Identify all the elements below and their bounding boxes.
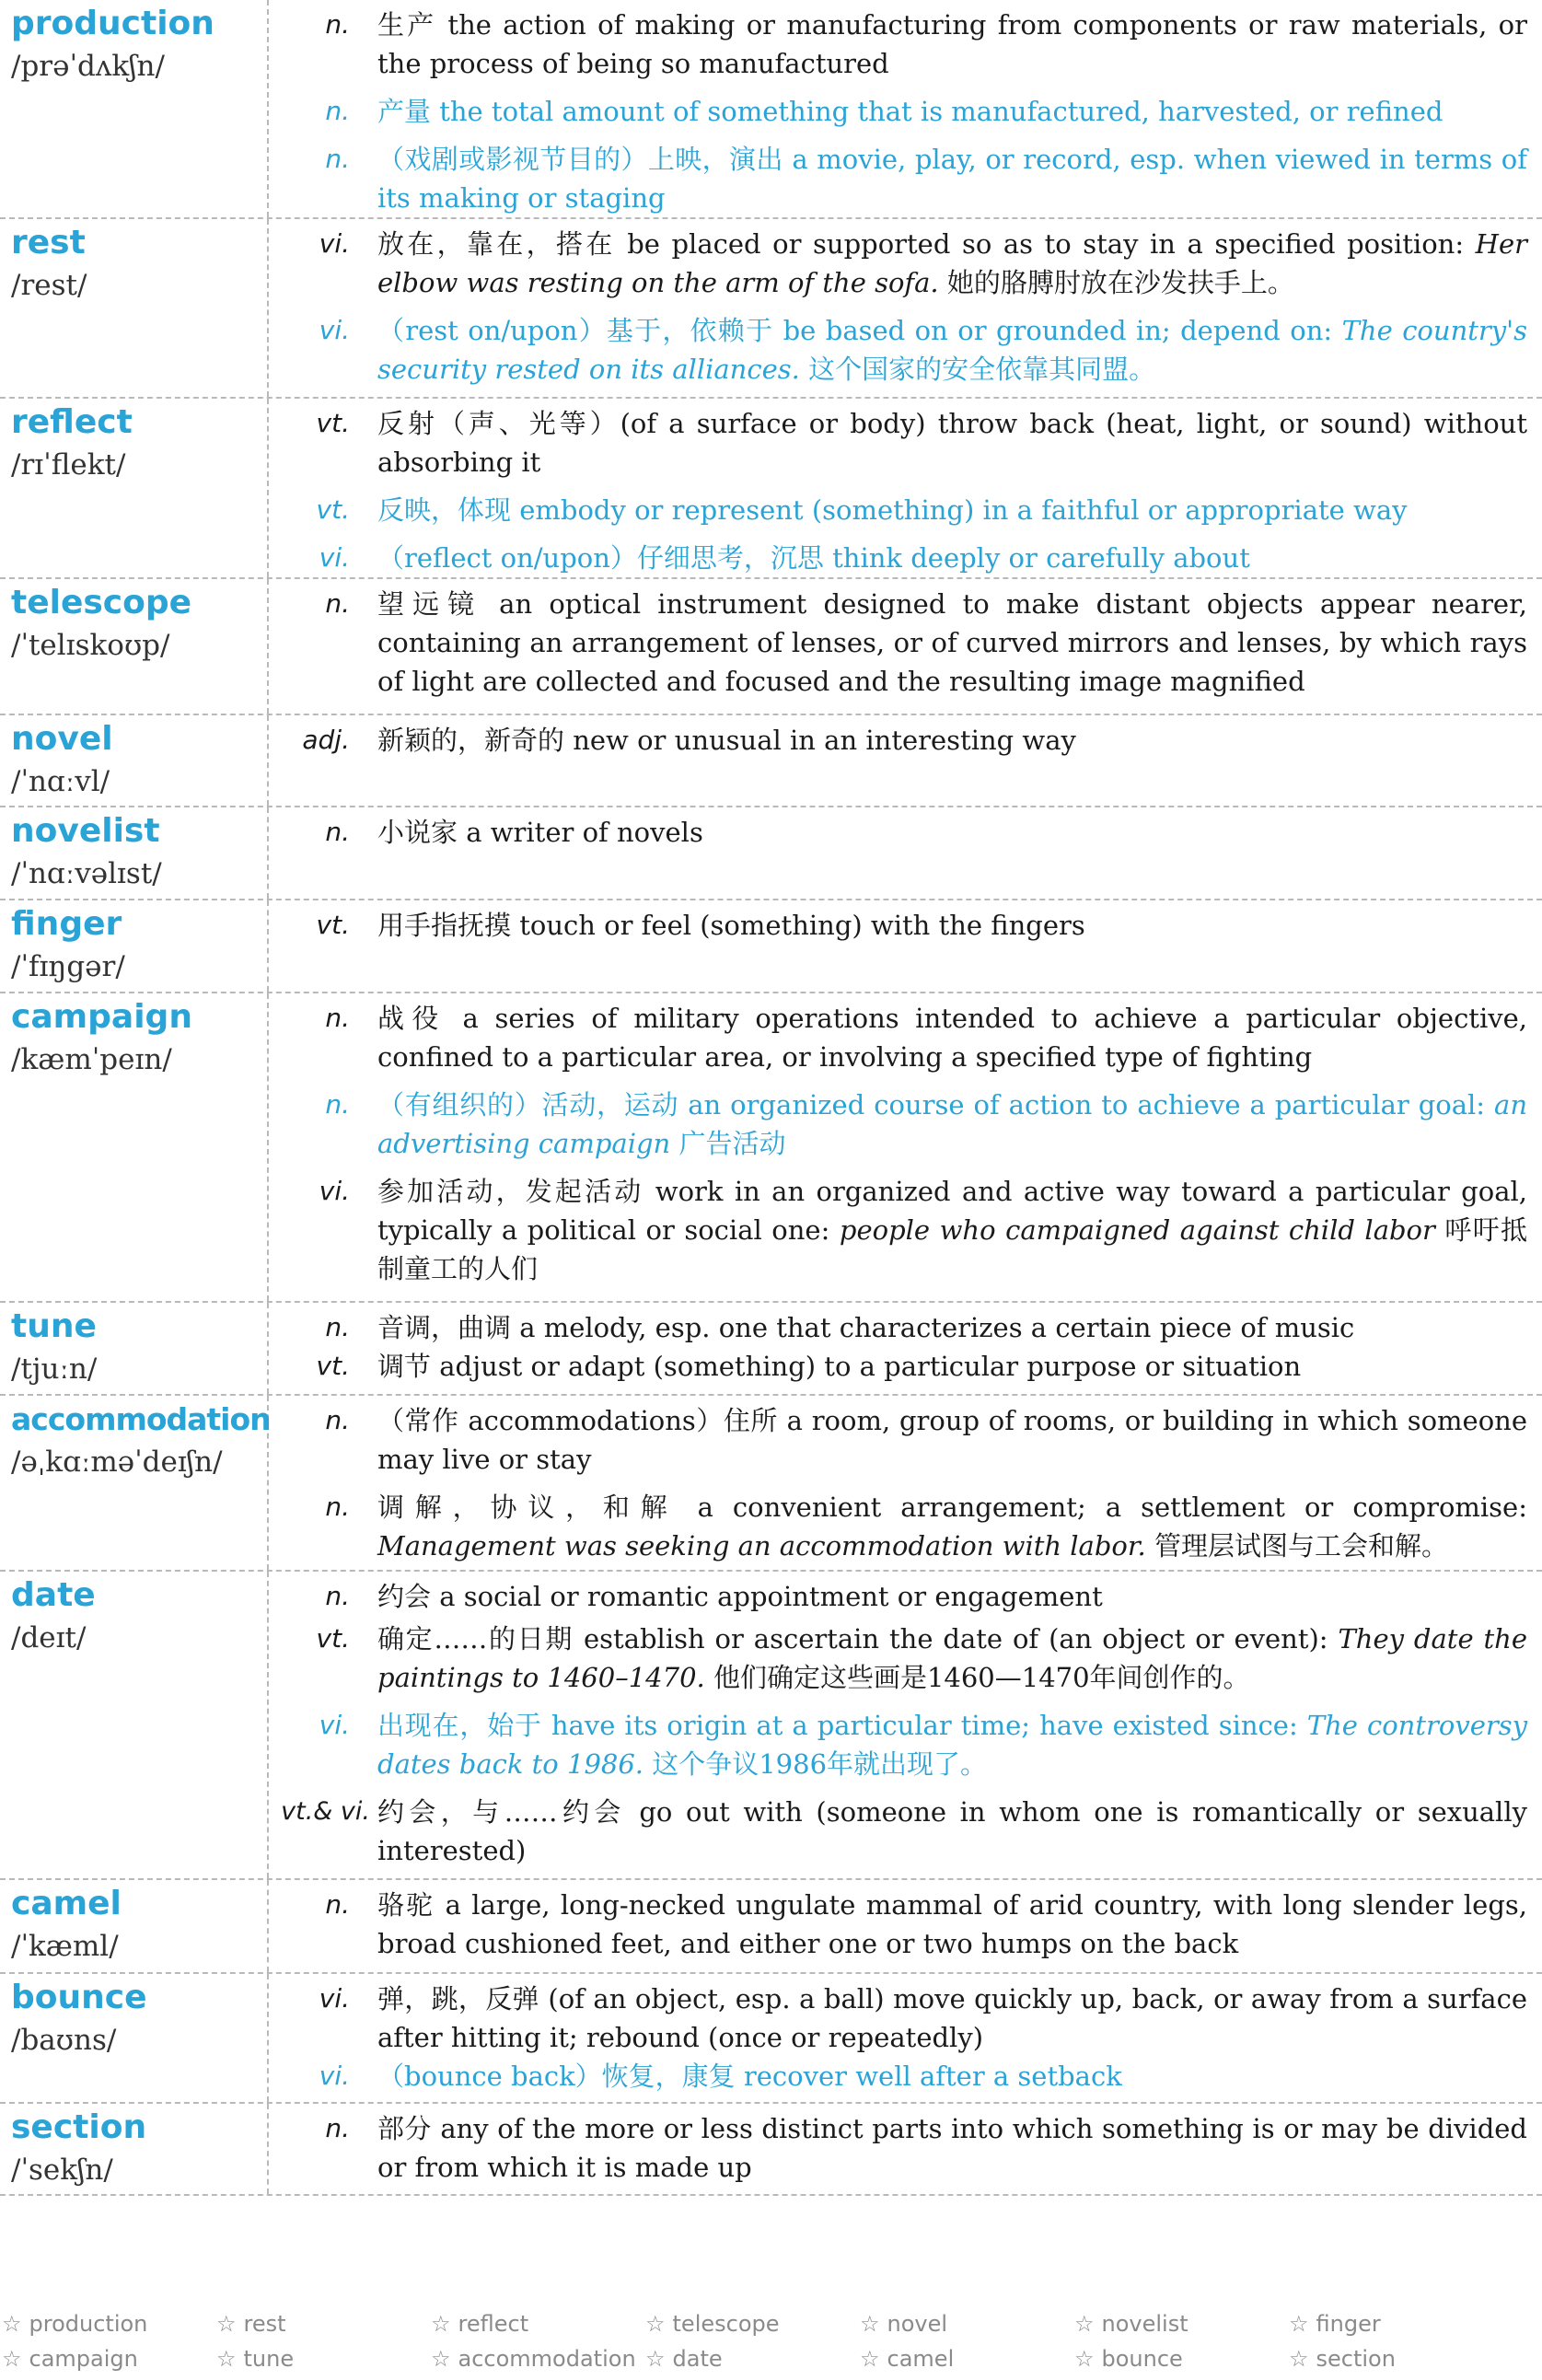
entry-campaign — [0, 993, 1542, 1303]
headword: campaign — [11, 998, 192, 1036]
entry-novelist — [0, 807, 1542, 900]
example-sentence: The country's security rested on its alliances. — [377, 315, 1528, 385]
part-of-speech: n. — [325, 1312, 350, 1342]
definition — [377, 6, 1527, 83]
headword-column — [0, 219, 269, 397]
definition-text: 生产 the action of making or manufacturing from components or raw materials, or the process of being so manufactured — [377, 9, 1527, 79]
checklist-item[interactable] — [429, 2306, 643, 2341]
definition — [377, 1793, 1527, 1870]
headword: production — [11, 5, 214, 42]
definitions — [269, 579, 1542, 714]
sense — [269, 999, 1527, 1076]
checklist-item[interactable] — [1072, 2341, 1287, 2376]
example-translation: 管理层试图与工会和解。 — [1154, 1530, 1448, 1562]
part-of-speech: n. — [325, 1405, 350, 1435]
checklist-row — [0, 2306, 1542, 2341]
phonetic: /baʊns/ — [11, 2024, 117, 2057]
part-of-speech: vi. — [319, 542, 350, 573]
sense — [269, 1979, 1527, 2057]
phonetic: /deɪt/ — [11, 1621, 87, 1654]
definition — [377, 1620, 1527, 1697]
checklist-item[interactable] — [858, 2341, 1072, 2376]
definition — [377, 1086, 1527, 1163]
sense — [269, 1347, 1527, 1386]
part-of-speech: vi. — [319, 315, 350, 345]
checklist-word: novel — [887, 2311, 948, 2337]
sense — [269, 539, 1527, 577]
sense — [269, 1086, 1527, 1163]
definition — [377, 999, 1527, 1076]
checklist-item[interactable] — [643, 2306, 858, 2341]
example-sentence: Her elbow was resting on the arm of the sofa. — [377, 228, 1527, 298]
definition — [377, 1347, 1527, 1386]
checklist-item[interactable] — [643, 2341, 858, 2376]
definition — [377, 906, 1527, 945]
definition — [377, 813, 1527, 852]
definition-text: 约会 a social or romantic appointment or engagement — [377, 1581, 1103, 1612]
checklist-word: accommodation — [458, 2346, 636, 2372]
star-icon: ☆ — [431, 2346, 451, 2372]
definition — [377, 539, 1527, 577]
headword: reflect — [11, 403, 133, 441]
sense — [269, 906, 1527, 945]
part-of-speech: n. — [325, 2113, 350, 2143]
entry-tune — [0, 1303, 1542, 1396]
part-of-speech: vi. — [319, 228, 350, 259]
sense — [269, 1706, 1527, 1783]
example-translation: 这个争议1986年就出现了。 — [652, 1748, 988, 1780]
example-sentence: an advertising campaign — [377, 1089, 1527, 1159]
sense — [269, 585, 1527, 701]
definition-text: （bounce back）恢复，康复 recover well after a setback — [377, 2061, 1122, 2092]
star-icon: ☆ — [2, 2311, 22, 2337]
definition — [377, 311, 1527, 389]
checklist-item[interactable] — [214, 2306, 429, 2341]
checklist-item[interactable] — [0, 2341, 214, 2376]
definition-text: 新颖的，新奇的 new or unusual in an interesting way — [377, 725, 1076, 756]
star-icon: ☆ — [431, 2311, 451, 2337]
example-sentence: people who campaigned against child labor — [839, 1214, 1435, 1246]
definition-text: 音调，曲调 a melody, esp. one that characterizes a certain piece of music — [377, 1312, 1355, 1343]
definition — [377, 1172, 1527, 1288]
phonetic: /ˈsekʃn/ — [11, 2154, 113, 2187]
headword-column — [0, 2104, 269, 2194]
definitions — [269, 0, 1542, 217]
definition — [377, 1401, 1527, 1479]
sense — [269, 311, 1527, 389]
checklist-item[interactable] — [0, 2306, 214, 2341]
sense — [269, 1577, 1527, 1616]
headword-column — [0, 0, 269, 217]
definition — [377, 491, 1527, 529]
definitions — [269, 807, 1542, 899]
part-of-speech: n. — [325, 144, 350, 174]
part-of-speech: vt. — [316, 408, 350, 438]
headword-column — [0, 399, 269, 577]
entry-accommodation — [0, 1396, 1542, 1572]
definitions — [269, 2104, 1542, 2194]
definition-text: （有组织的）活动，运动 an organized course of action to achieve a particular goal: — [377, 1089, 1486, 1120]
star-icon: ☆ — [216, 2346, 237, 2372]
checklist-item[interactable] — [429, 2341, 643, 2376]
definition — [377, 140, 1527, 217]
definition-text: 反射（声、光等）(of a surface or body) throw back (heat, light, or sound) without absorbing it — [377, 408, 1527, 478]
definitions — [269, 1396, 1542, 1570]
phonetic: /ˈkæml/ — [11, 1930, 119, 1963]
star-icon: ☆ — [860, 2346, 880, 2372]
checklist-word: section — [1316, 2346, 1396, 2372]
definition — [377, 1886, 1527, 1963]
part-of-speech: vt. — [316, 494, 350, 525]
entry-section — [0, 2104, 1542, 2196]
checklist-word: campaign — [29, 2346, 138, 2372]
headword: telescope — [11, 584, 192, 621]
checklist-word: production — [29, 2311, 148, 2337]
star-icon: ☆ — [1289, 2346, 1309, 2372]
entry-date — [0, 1572, 1542, 1880]
headword: finger — [11, 905, 122, 943]
checklist-word: telescope — [672, 2311, 780, 2337]
definition-text: 用手指抚摸 touch or feel (something) with the fingers — [377, 910, 1085, 941]
entry-rest — [0, 219, 1542, 399]
star-icon: ☆ — [1074, 2311, 1095, 2337]
star-icon: ☆ — [645, 2311, 666, 2337]
definition-text: 调节 adjust or adapt (something) to a particular purpose or situation — [377, 1351, 1302, 1382]
definition-text: 小说家 a writer of novels — [377, 817, 703, 848]
headword: novel — [11, 720, 113, 758]
definition — [377, 721, 1527, 760]
checklist-word: novelist — [1101, 2311, 1188, 2337]
definition-text: 反映，体现 embody or represent (something) in a faithful or appropriate way — [377, 494, 1408, 526]
checklist-item[interactable] — [214, 2341, 429, 2376]
definition-text: 参加活动，发起活动 work in an organized and active way toward a particular goal, typically a political or social one: — [377, 1176, 1527, 1246]
phonetic: /ˈtelɪskoʊp/ — [11, 629, 170, 662]
example-sentence: Management was seeking an accommodation with labor. — [377, 1530, 1146, 1562]
sense — [269, 6, 1527, 83]
definition-text: 放在，靠在，搭在 be placed or supported so as to stay in a specified position: — [377, 228, 1465, 260]
sense — [269, 140, 1527, 217]
headword-column — [0, 993, 269, 1301]
checklist-word: finger — [1316, 2311, 1381, 2337]
entry-novel — [0, 715, 1542, 807]
definition-text: 部分 any of the more or less distinct parts into which something is or may be divided or from which it is made up — [377, 2113, 1527, 2183]
definition-text: 骆驼 a large, long-necked ungulate mammal of arid country, with long slender legs, broad cushioned feet, and either one or two humps on the back — [377, 1889, 1527, 1959]
part-of-speech: adj. — [302, 725, 350, 755]
definition — [377, 2057, 1527, 2096]
headword-column — [0, 1974, 269, 2102]
checklist-item[interactable] — [1072, 2306, 1287, 2341]
headword-column — [0, 900, 269, 992]
phonetic: /ˈfɪŋgər/ — [11, 950, 125, 983]
definition — [377, 1308, 1527, 1347]
sense — [269, 1172, 1527, 1288]
example-translation: 他们确定这些画是1460—1470年间创作的。 — [713, 1662, 1250, 1693]
definitions — [269, 1572, 1542, 1878]
checklist-word: date — [672, 2346, 723, 2372]
definition-text: （常作 accommodations）住所 a room, group of rooms, or building in which someone may live or stay — [377, 1405, 1527, 1475]
sense — [269, 1886, 1527, 1963]
definition-text: （reflect on/upon）仔细思考，沉思 think deeply or carefully about — [377, 542, 1250, 574]
part-of-speech: vt. — [316, 1351, 350, 1381]
phonetic: /rɪˈflekt/ — [11, 448, 126, 482]
definition — [377, 585, 1527, 701]
checklist-item[interactable] — [1287, 2306, 1501, 2341]
part-of-speech: n. — [325, 1581, 350, 1611]
headword: novelist — [11, 812, 160, 850]
checklist-item[interactable] — [1287, 2341, 1501, 2376]
checklist-word: camel — [887, 2346, 955, 2372]
definition — [377, 225, 1527, 302]
example-sentence: They date the paintings to 1460–1470. — [377, 1623, 1527, 1693]
part-of-speech: vt. — [316, 1623, 350, 1654]
headword-column — [0, 1880, 269, 1972]
entry-telescope — [0, 579, 1542, 715]
sense — [269, 1401, 1527, 1479]
definition — [377, 1979, 1527, 2057]
definition — [377, 404, 1527, 482]
phonetic: /prəˈdʌkʃn/ — [11, 50, 165, 83]
definitions — [269, 1303, 1542, 1394]
definition-text: 弹，跳，反弹 (of an object, esp. a ball) move quickly up, back, or away from a surface after hitting it; rebound (once or repeatedly) — [377, 1983, 1527, 2053]
definition-text: 望远镜 an optical instrument designed to make distant objects appear nearer, containing an arrangement of lenses, or of curved mirrors and lenses, by which rays of light are collected and focused and the resulting image magnified — [377, 588, 1527, 697]
phonetic: /ˈnɑːvəlɪst/ — [11, 857, 162, 890]
definition-text: 约会，与……约会 go out with (someone in whom one is romantically or sexually interested) — [377, 1796, 1527, 1866]
part-of-speech: vi. — [319, 1176, 350, 1206]
definition — [377, 1577, 1527, 1616]
headword-column — [0, 1572, 269, 1878]
definition — [377, 1706, 1527, 1783]
definition-text: （戏剧或影视节目的）上映，演出 a movie, play, or record, esp. when viewed in terms of its making or staging — [377, 144, 1527, 214]
star-icon: ☆ — [1289, 2311, 1309, 2337]
definition — [377, 2109, 1527, 2187]
part-of-speech: n. — [325, 817, 350, 847]
headword: section — [11, 2108, 147, 2146]
part-of-speech: vt.& vi. — [281, 1797, 370, 1826]
headword: date — [11, 1576, 96, 1614]
sense — [269, 1488, 1527, 1565]
part-of-speech: vi. — [319, 2061, 350, 2091]
checklist-word: bounce — [1101, 2346, 1183, 2372]
part-of-speech: vt. — [316, 910, 350, 940]
sense — [269, 404, 1527, 482]
phonetic: /rest/ — [11, 269, 87, 302]
example-translation: 广告活动 — [678, 1128, 786, 1159]
star-icon: ☆ — [860, 2311, 880, 2337]
definitions — [269, 399, 1542, 577]
entry-camel — [0, 1880, 1542, 1974]
checklist-word: reflect — [458, 2311, 529, 2337]
definition-text: （rest on/upon）基于，依赖于 be based on or grounded in; depend on: — [377, 315, 1333, 346]
definitions — [269, 1880, 1542, 1972]
checklist-word: tune — [243, 2346, 295, 2372]
part-of-speech: n. — [325, 1003, 350, 1033]
headword-column — [0, 1396, 269, 1570]
sense — [269, 1308, 1527, 1347]
part-of-speech: n. — [325, 1889, 350, 1920]
example-translation: 呼吁抵制童工的人们 — [377, 1214, 1528, 1284]
example-sentence: The controversy dates back to 1986. — [377, 1710, 1528, 1780]
phonetic: /tjuːn/ — [11, 1353, 98, 1386]
entry-production — [0, 0, 1542, 219]
sense — [269, 92, 1527, 131]
definition-text: 产量 the total amount of something that is manufactured, harvested, or refined — [377, 96, 1443, 127]
definitions — [269, 1974, 1542, 2102]
sense — [269, 813, 1527, 852]
checklist-word: rest — [243, 2311, 286, 2337]
headword: camel — [11, 1885, 122, 1922]
headword-column — [0, 1303, 269, 1394]
sense — [269, 721, 1527, 760]
example-translation: 她的胳膊肘放在沙发扶手上。 — [946, 267, 1294, 298]
definition-text: 调解，协议，和解 a convenient arrangement; a settlement or compromise: — [377, 1492, 1527, 1523]
part-of-speech: n. — [325, 9, 350, 40]
entry-bounce — [0, 1974, 1542, 2104]
phonetic: /əˌkɑːməˈdeɪʃn/ — [11, 1445, 223, 1479]
word-checklist — [0, 2306, 1542, 2376]
sense — [269, 2057, 1527, 2096]
definition — [377, 92, 1527, 131]
sense — [269, 225, 1527, 302]
headword-column — [0, 715, 269, 806]
part-of-speech: n. — [325, 1089, 350, 1120]
definition-text: 战役 a series of military operations intended to achieve a particular objective, confined to a particular area, or involving a specified type of fighting — [377, 1003, 1527, 1073]
definitions — [269, 993, 1542, 1301]
headword-column — [0, 579, 269, 714]
definition — [377, 1488, 1527, 1565]
headword-column — [0, 807, 269, 899]
definitions — [269, 715, 1542, 806]
checklist-item[interactable] — [858, 2306, 1072, 2341]
headword: accommodation — [11, 1401, 271, 1437]
headword: bounce — [11, 1979, 147, 2016]
sense — [269, 1793, 1527, 1870]
part-of-speech: vi. — [319, 1710, 350, 1740]
phonetic: /ˈnɑːvl/ — [11, 765, 110, 798]
entry-finger — [0, 900, 1542, 993]
definitions — [269, 219, 1542, 397]
sense — [269, 1620, 1527, 1697]
entry-reflect — [0, 399, 1542, 579]
headword: rest — [11, 224, 86, 261]
star-icon: ☆ — [216, 2311, 237, 2337]
part-of-speech: vi. — [319, 1983, 350, 2014]
sense — [269, 2109, 1527, 2187]
definition-text: 出现在，始于 have its origin at a particular time; have existed since: — [377, 1710, 1298, 1741]
part-of-speech: n. — [325, 96, 350, 126]
headword: tune — [11, 1307, 97, 1345]
star-icon: ☆ — [1074, 2346, 1095, 2372]
part-of-speech: n. — [325, 588, 350, 619]
phonetic: /kæmˈpeɪn/ — [11, 1043, 172, 1076]
star-icon: ☆ — [645, 2346, 666, 2372]
star-icon: ☆ — [2, 2346, 22, 2372]
definitions — [269, 900, 1542, 992]
checklist-row — [0, 2341, 1542, 2376]
part-of-speech: n. — [325, 1492, 350, 1522]
example-translation: 这个国家的安全依靠其同盟。 — [808, 354, 1156, 385]
definition-text: 确定……的日期 establish or ascertain the date of (an object or event): — [377, 1623, 1328, 1654]
sense — [269, 491, 1527, 529]
